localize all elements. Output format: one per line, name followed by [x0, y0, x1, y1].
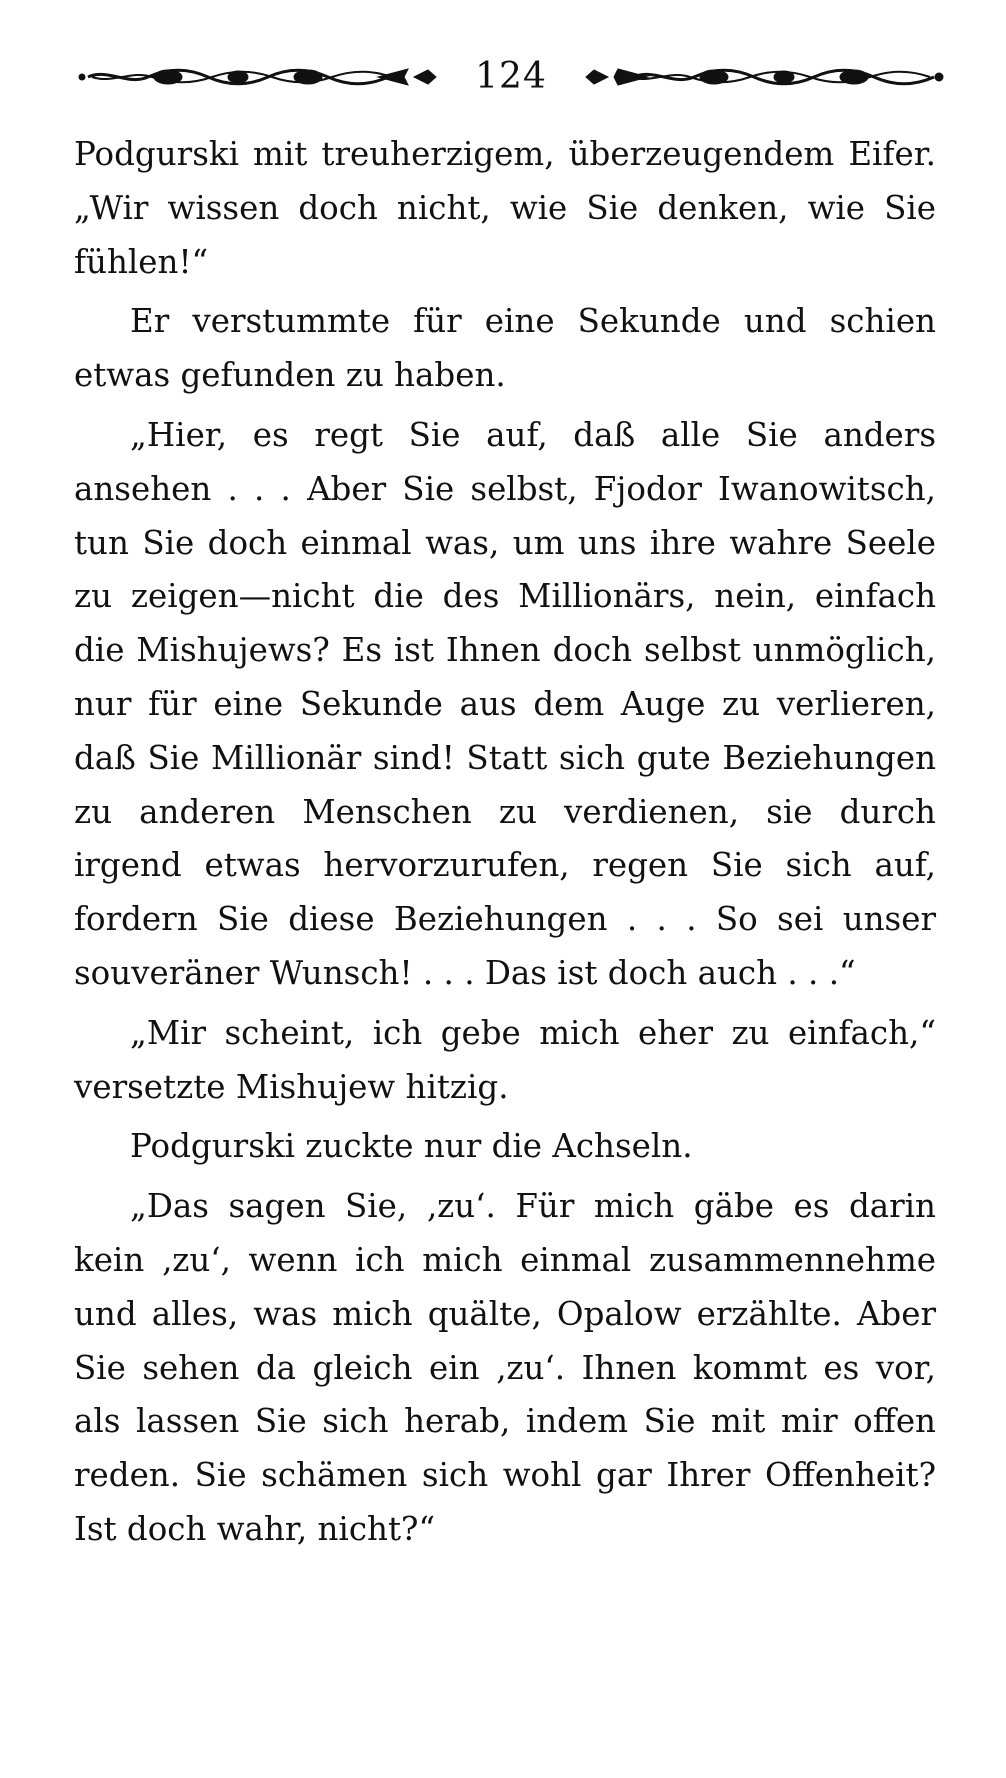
paragraph-5: Podgurski zuckte nur die Achseln.	[130, 1127, 693, 1166]
paragraph-6: „Das sagen Sie, ‚zu‘. Für mich gäbe es darin kein ‚zu‘, wenn ich mich einmal zusammennehme und alles, was mich quälte, Opalow erzählte. Aber Sie sehen da gleich ein ‚zu‘. Ihnen kommt es vor, als lassen Sie sich herab, indem Sie mit mir offen reden. Sie schämen sich wohl gar Ihrer Offenheit? Ist doch wahr, nicht?“	[74, 1187, 936, 1548]
ornament-right-icon	[584, 64, 944, 90]
paragraph-3: „Hier, es regt Sie auf, daß alle Sie anders ansehen . . . Aber Sie selbst, Fjodor Iwanowitsch, tun Sie doch einmal was, um uns ihre wahre Seele zu zeigen—nicht die des Millionärs, nein, einfach die Mishujews? Es ist Ihnen doch selbst unmöglich, nur für eine Sekunde aus dem Auge zu verlieren, daß Sie Millionär sind! Statt sich gute Beziehungen zu anderen Menschen zu verdienen, sie durch irgend etwas hervorzurufen, regen Sie sich auf, fordern Sie diese Beziehungen . . . So sei unser souveräner Wunsch! . . . Das ist doch auch . . .“	[74, 415, 936, 992]
body-text	[74, 128, 936, 1557]
page-number: 124	[475, 56, 547, 97]
ornament-left-icon	[78, 64, 438, 90]
page-header	[78, 52, 944, 102]
paragraph-2: Er verstummte für eine Sekunde und schien etwas gefunden zu haben.	[74, 302, 936, 395]
paragraph-4: „Mir scheint, ich gebe mich eher zu einfach,“ versetzte Mishujew hitzig.	[74, 1013, 936, 1106]
paragraph-1: Podgurski mit treuherzigem, überzeugendem Eifer. „Wir wissen doch nicht, wie Sie denken, wie Sie fühlen!“	[74, 135, 936, 281]
